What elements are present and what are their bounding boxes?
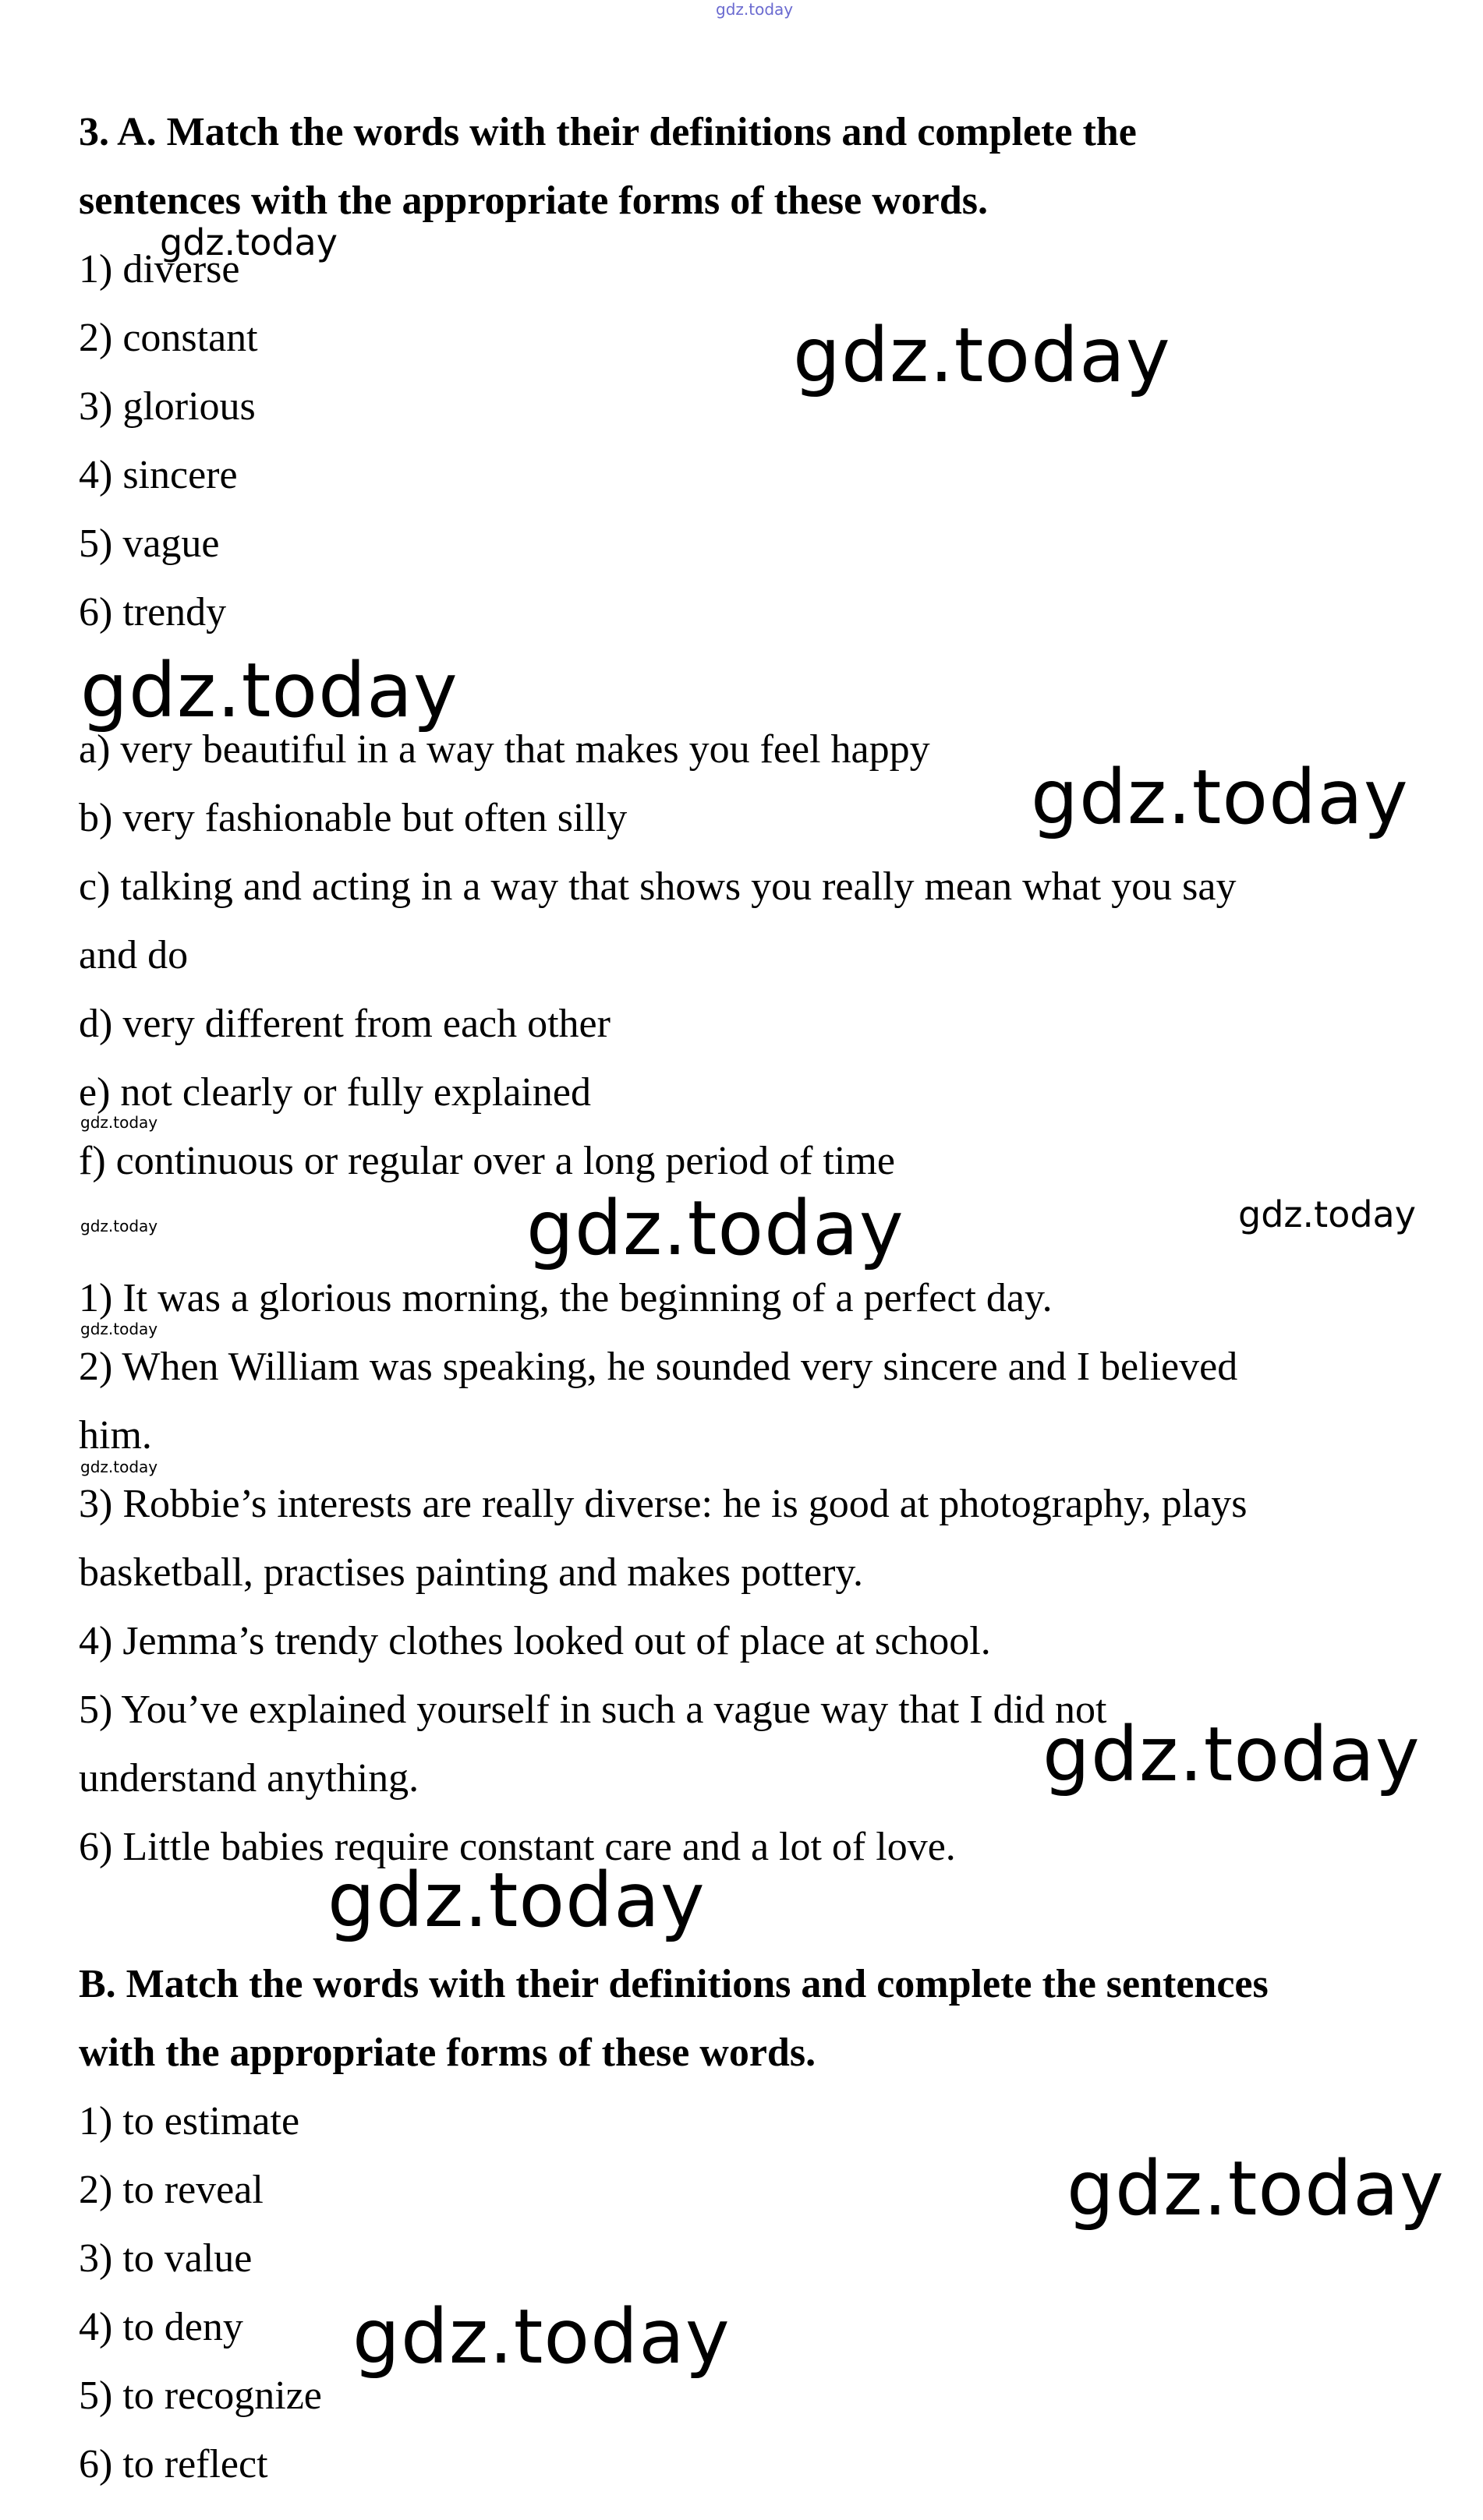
section-b-heading-line-1: B. Match the words with their definitions and complete the sentences: [79, 1962, 1269, 2006]
word-item: 4) sincere: [79, 453, 238, 497]
definition-item: e) not clearly or fully explained: [79, 1070, 591, 1115]
definition-item: f) continuous or regular over a long period of time: [79, 1139, 895, 1183]
sentence-item-continued: him.: [79, 1413, 152, 1458]
watermark-text: gdz.today: [160, 221, 338, 263]
word-item: 5) to recognize: [79, 2373, 322, 2418]
word-item: 6) to reflect: [79, 2442, 268, 2486]
header-watermark: gdz.today: [716, 0, 794, 19]
word-item: 1) to estimate: [79, 2099, 300, 2144]
word-item: 5) vague: [79, 521, 220, 566]
sentence-item: 4) Jemma’s trendy clothes looked out of place at school.: [79, 1619, 991, 1663]
sentence-item: 6) Little babies require constant care and a lot of love.: [79, 1825, 956, 1869]
watermark-text: gdz.today: [80, 1113, 158, 1132]
sentence-item: 2) When William was speaking, he sounded very sincere and I believed: [79, 1345, 1238, 1389]
word-item: 2) constant: [79, 316, 258, 360]
sentence-item: 1) It was a glorious morning, the beginning of a perfect day.: [79, 1276, 1053, 1320]
section-a-heading-line-1: 3. A. Match the words with their definitions and complete the: [79, 110, 1137, 154]
sentence-item-continued: basketball, practises painting and makes pottery.: [79, 1550, 864, 1595]
word-item: 1) diverse: [79, 247, 240, 292]
watermark-text: gdz.today: [1067, 2145, 1445, 2232]
section-b-heading-line-2: with the appropriate forms of these words.: [79, 2030, 816, 2075]
word-item: 6) trendy: [79, 590, 227, 634]
sentence-item: 3) Robbie’s interests are really diverse: he is good at photography, plays: [79, 1482, 1248, 1526]
definition-item: c) talking and acting in a way that shows you really mean what you say: [79, 864, 1237, 909]
sentence-item-continued: understand anything.: [79, 1756, 419, 1801]
watermark-text: gdz.today: [1042, 1711, 1421, 1798]
sentence-item: 5) You’ve explained yourself in such a vague way that I did not: [79, 1688, 1107, 1732]
watermark-text: gdz.today: [1031, 754, 1409, 841]
watermark-text: gdz.today: [80, 1217, 158, 1235]
watermark-text: gdz.today: [1238, 1193, 1416, 1235]
word-item: 2) to reveal: [79, 2168, 264, 2212]
watermark-text: gdz.today: [80, 1458, 158, 1476]
watermark-text: gdz.today: [526, 1185, 904, 1272]
definition-item: b) very fashionable but often silly: [79, 796, 628, 840]
watermark-text: gdz.today: [327, 1857, 706, 1944]
watermark-text: gdz.today: [793, 312, 1171, 399]
definition-item-continued: and do: [79, 933, 189, 977]
word-item: 4) to deny: [79, 2305, 243, 2349]
word-item: 3) glorious: [79, 384, 256, 429]
section-a-heading-line-2: sentences with the appropriate forms of these words.: [79, 178, 989, 223]
definition-item: d) very different from each other: [79, 1002, 611, 1046]
word-item: 3) to value: [79, 2236, 253, 2281]
watermark-text: gdz.today: [352, 2293, 731, 2380]
watermark-text: gdz.today: [80, 1320, 158, 1338]
definition-item: a) very beautiful in a way that makes you feel happy: [79, 727, 930, 772]
watermark-text: gdz.today: [80, 647, 458, 734]
